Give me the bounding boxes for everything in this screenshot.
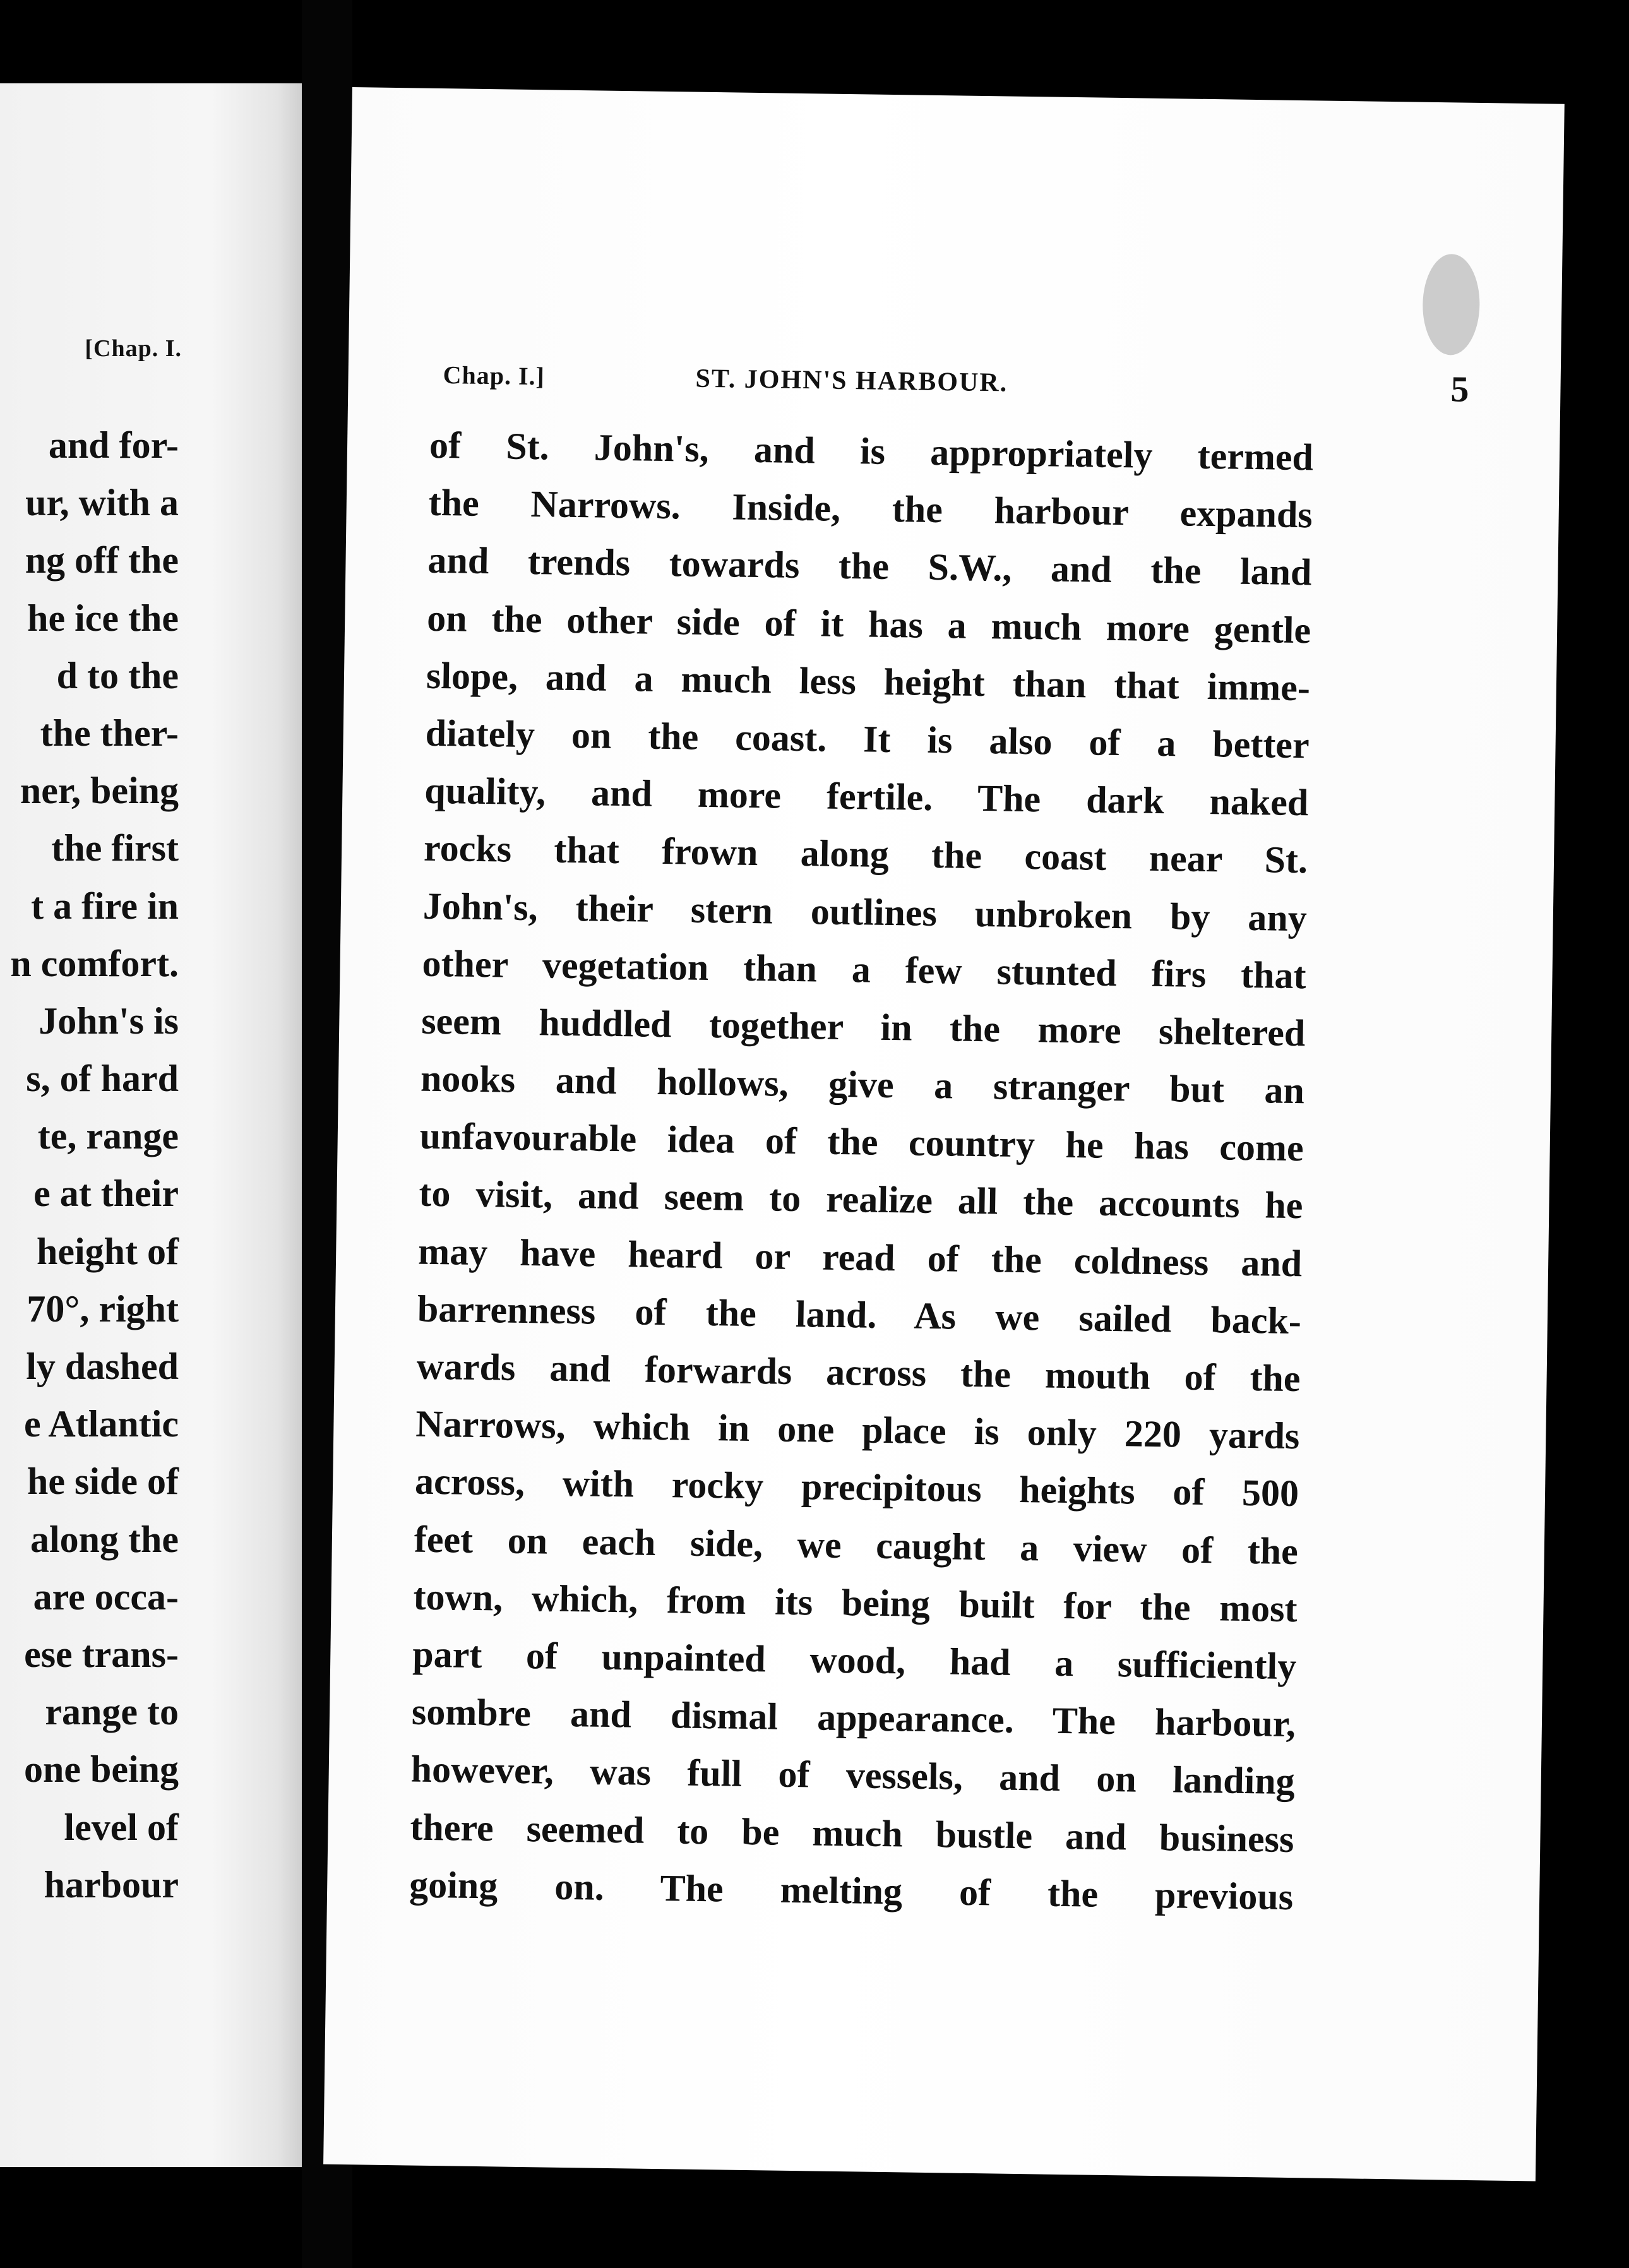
text-line: diately on the coast. It is also of a better [425, 712, 1310, 767]
text-line: going on. The melting of the previous [409, 1863, 1294, 1918]
text-line: he side of [27, 1460, 179, 1503]
running-head-title: ST. JOHN'S HARBOUR. [695, 364, 1008, 398]
text-line: there seemed to be much bustle and business [410, 1806, 1294, 1860]
text-line: across, with rocky precipitous heights of 500 [414, 1460, 1299, 1515]
text-line: John's, their stern outlines unbroken by any [422, 885, 1308, 939]
text-line: on the other side of it has a much more gentle [426, 597, 1311, 651]
running-head [443, 354, 1469, 410]
text-line: one being [23, 1748, 179, 1791]
text-line: e at their [33, 1173, 179, 1215]
text-line: other vegetation than a few stunted firs that [422, 942, 1306, 996]
text-line: the ther- [40, 712, 179, 754]
text-line: nooks and hollows, give a stranger but an [420, 1057, 1305, 1112]
running-head-chapter: Chap. I.] [443, 361, 546, 391]
text-line: unfavourable idea of the country he has come [419, 1114, 1304, 1169]
right-page [323, 87, 1565, 2181]
left-page-running-head: [Chap. I. [85, 335, 182, 362]
text-line: level of [64, 1806, 179, 1848]
text-line: height of [37, 1230, 179, 1272]
text-line: ly dashed [26, 1346, 179, 1387]
text-line: he ice the [27, 597, 179, 639]
text-line: ner, being [20, 770, 179, 812]
text-line: are occa- [33, 1575, 179, 1618]
text-line: d to the [56, 654, 179, 696]
text-line: ese trans- [24, 1633, 179, 1675]
text-line: seem huddled together in the more sheltered [421, 1000, 1306, 1054]
text-line: part of unpainted wood, had a sufficiently [412, 1633, 1297, 1688]
text-line: s, of hard [26, 1058, 179, 1100]
text-line: e Atlantic [24, 1403, 179, 1445]
page-number: 5 [1450, 368, 1469, 410]
text-line: Narrows, which in one place is only 220 yards [415, 1402, 1300, 1457]
text-line: ur, with a [25, 482, 179, 524]
text-line: the Narrows. Inside, the harbour expands [428, 481, 1313, 536]
text-line: te, range [37, 1115, 179, 1157]
text-line: town, which, from its being built for the most [413, 1575, 1298, 1630]
left-page [0, 83, 302, 2167]
text-line: slope, and a much less height than that imme- [426, 654, 1311, 709]
ink-smudge [1422, 254, 1480, 355]
text-line: rocks that frown along the coast near St. [423, 827, 1308, 881]
text-line: quality, and more fertile. The dark naked [424, 769, 1309, 824]
text-line: the first [51, 827, 179, 869]
text-line: ng off the [25, 539, 179, 582]
text-line: may have heard or read of the coldness and [417, 1230, 1303, 1284]
left-page-text [10, 417, 179, 1914]
text-line: to visit, and seem to realize all the accounts he [419, 1173, 1303, 1227]
text-line: 70°, right [27, 1287, 179, 1330]
text-line: t a fire in [31, 885, 179, 927]
text-line: n comfort. [10, 942, 179, 984]
text-line: harbour [44, 1863, 179, 1906]
text-line: and trends towards the S.W., and the land [427, 539, 1312, 594]
text-line: John's is [39, 1000, 179, 1042]
text-line: range to [45, 1691, 179, 1733]
text-line: and for- [48, 424, 179, 466]
text-line: along the [30, 1518, 179, 1560]
text-line: of St. John's, and is appropriately termed [429, 424, 1314, 479]
text-line: feet on each side, we caught a view of the [414, 1518, 1299, 1572]
body-text [409, 417, 1314, 1926]
text-line: barrenness of the land. As we sailed back- [417, 1287, 1302, 1342]
text-line: however, was full of vessels, and on landing [410, 1748, 1296, 1803]
text-line: sombre and dismal appearance. The harbour, [411, 1690, 1296, 1745]
text-line: wards and forwards across the mouth of the [416, 1345, 1301, 1400]
